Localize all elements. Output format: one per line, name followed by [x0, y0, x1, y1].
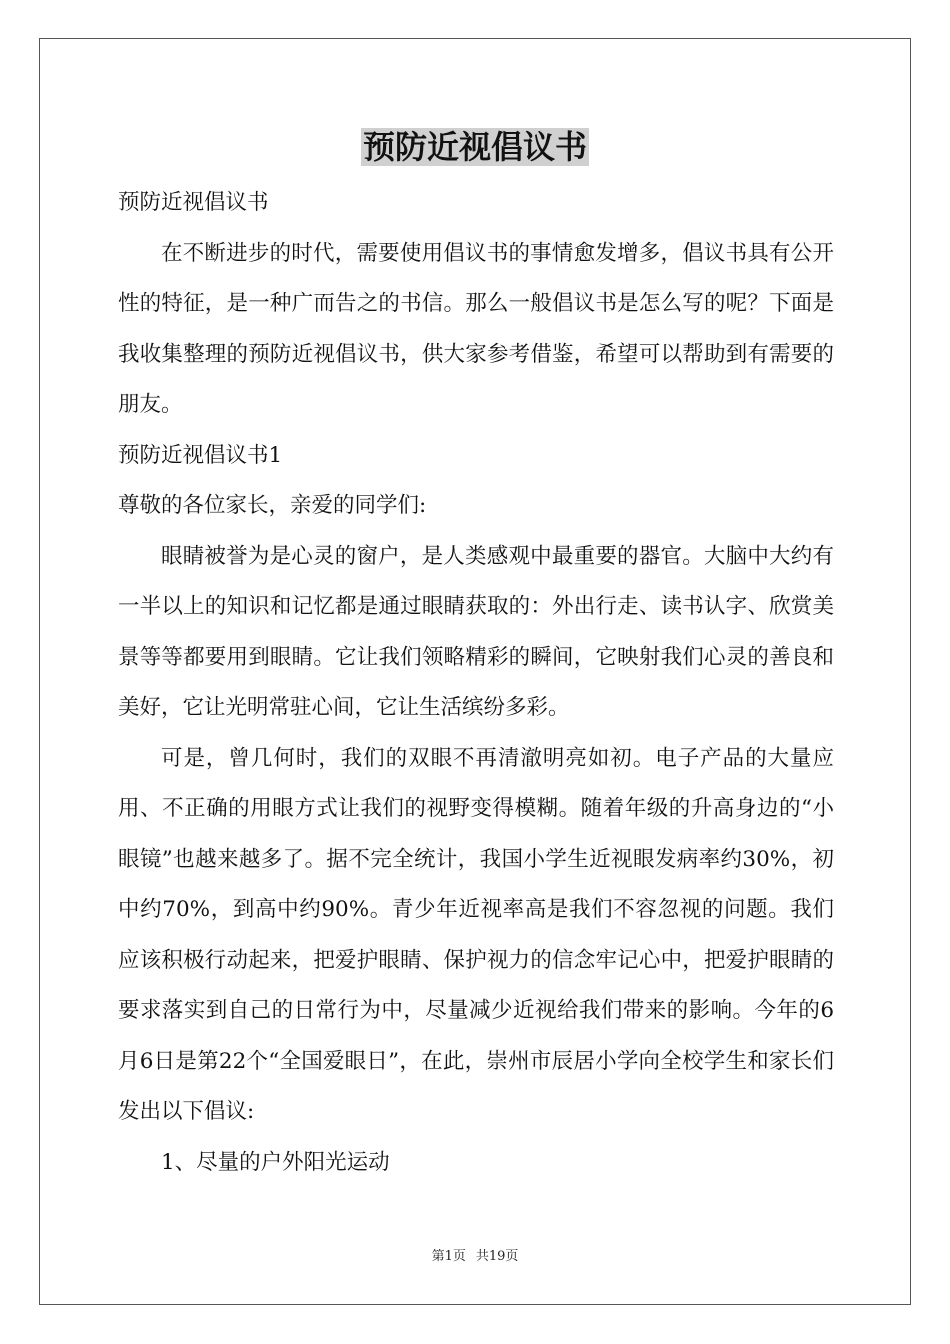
document-body [118, 178, 834, 1188]
document-title-text: 预防近视倡议书 [362, 128, 587, 166]
paragraph-section-heading: 预防近视倡议书1 [118, 442, 283, 468]
paragraph-eyes: 眼睛被誉为是心灵的窗户，是人类感观中最重要的器官。大脑中大约有一半以上的知识和记忆都是通过眼睛获取的：外出行走、读书认字、欣赏美景等等都要用到眼睛。它让我们领略精彩的瞬间，它映射我们心灵的善良和美好，它让光明常驻心间，它让生活缤纷多彩。 [118, 543, 834, 720]
page-number: 第1页 [431, 1249, 466, 1264]
paragraph-myopia: 可是，曾几何时，我们的双眼不再清澈明亮如初。电子产品的大量应用、不正确的用眼方式让我们的视野变得模糊。随着年级的升高身边的“小眼镜”也越来越多了。据不完全统计，我国小学生近视眼发病率约30%，初中约70%，到高中约90%。青少年近视率高是我们不容忽视的问题。我们应该积极行动起来，把爱护眼睛、保护视力的信念牢记心中，把爱护眼睛的要求落实到自己的日常行为中，尽量减少近视给我们带来的影响。今年的6月6日是第22个“全国爱眼日”，在此，崇州市辰居小学向全校学生和家长们发出以下倡议: [118, 745, 834, 1124]
page-footer [0, 1245, 950, 1264]
paragraph-item-1: 1、尽量的户外阳光运动 [161, 1149, 390, 1175]
document-title [0, 124, 950, 170]
paragraph-subtitle: 预防近视倡议书 [118, 190, 269, 215]
paragraph-intro: 在不断进步的时代，需要使用倡议书的事情愈发增多，倡议书具有公开性的特征，是一种广而告之的书信。那么一般倡议书是怎么写的呢？下面是我收集整理的预防近视倡议书，供大家参考借鉴，希望可以帮助到有需要的朋友。 [118, 240, 834, 417]
page-total: 共19页 [475, 1249, 519, 1264]
paragraph-salutation: 尊敬的各位家长，亲爱的同学们: [118, 493, 427, 518]
